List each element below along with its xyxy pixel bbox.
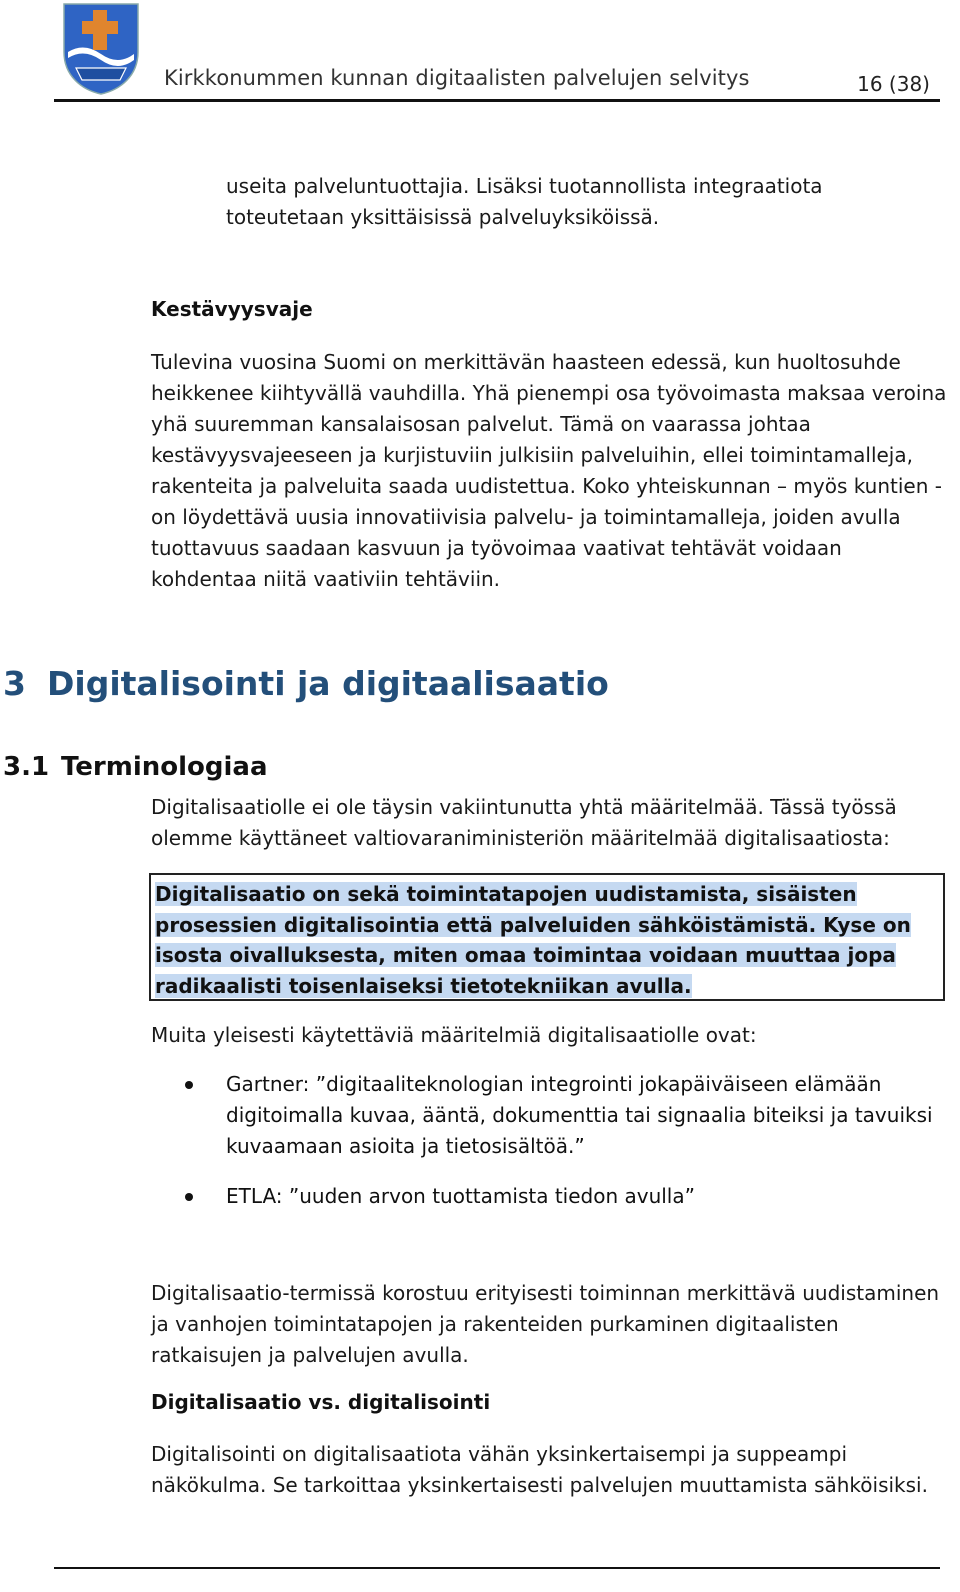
footer-rule — [54, 1567, 940, 1569]
other-definitions-lead: Muita yleisesti käytettäviä määritelmiä digitalisaatiolle ovat: — [151, 1023, 757, 1047]
coat-of-arms-icon — [62, 2, 140, 96]
section-number: 3.1 — [3, 752, 50, 782]
list-item — [151, 1069, 951, 1162]
chapter-title: Digitalisointi ja digitaalisaatio — [47, 664, 609, 703]
list-item-text: ETLA: ”uuden arvon tuottamista tiedon avulla” — [226, 1184, 695, 1208]
page-number: 16 (38) — [857, 72, 930, 96]
definition-box — [149, 873, 945, 1001]
header-title: Kirkkonummen kunnan digitaalisten palvelujen selvitys — [164, 66, 750, 90]
section-title: Terminologiaa — [61, 752, 268, 782]
definition-text: Digitalisaatio on sekä toimintatapojen uudistamista, sisäisten prosessien digitalisointia että palveluiden sähköistämistä. Kyse on isosta oivalluksesta, miten omaa toimintaa voidaan muuttaa jopa radikaalisti toisenlaiseksi tietotekniikan avulla. — [155, 882, 911, 998]
emphasis-paragraph: Digitalisaatio-termissä korostuu erityisesti toiminnan merkittävä uudistaminen ja vanhojen toimintatapojen ja rakenteiden purkaminen digitaalisten ratkaisujen ja palvelujen avulla. — [151, 1281, 940, 1367]
list-item — [151, 1181, 951, 1212]
chapter-number: 3 — [3, 664, 26, 703]
bullet-icon — [185, 1193, 193, 1201]
header-rule — [54, 99, 940, 102]
sustainability-paragraph: Tulevina vuosina Suomi on merkittävän haasteen edessä, kun huoltosuhde heikkenee kiihtyvällä vauhdilla. Yhä pienempi osa työvoimasta maksaa veroina yhä suuremman kansalaisosan palvelut. Tämä on vaarassa johtaa kestävyysvajeeseen ja kurjistuviin julkisiin palveluihin, ellei toimintamalleja, rakenteita ja palveluita saada uudistettua. Koko yhteiskunnan – myös kuntien - on löydettävä uusia innovatiivisia palvelu- ja toimintamalleja, joiden avulla tuottavuus saadaan kasvuun ja työvoimaa vaativat tehtävät voidaan kohdentaa niitä vaativiin tehtäviin. — [151, 350, 947, 591]
versus-heading: Digitalisaatio vs. digitalisointi — [151, 1390, 491, 1414]
intro-paragraph: Digitalisaatiolle ei ole täysin vakiintunutta yhtä määritelmää. Tässä työssä olemme käyttäneet valtiovaraniministeriön määritelmää digitalisaatiosta: — [151, 795, 897, 850]
chapter-heading — [3, 664, 609, 703]
section-heading — [3, 752, 268, 782]
definition-list — [151, 1069, 951, 1212]
bullet-icon — [185, 1081, 193, 1089]
sustainability-heading: Kestävyysvaje — [151, 297, 313, 321]
continuation-paragraph: useita palveluntuottajia. Lisäksi tuotannollista integraatiota toteutetaan yksittäisissä palveluyksiköissä. — [226, 174, 823, 229]
versus-paragraph: Digitalisointi on digitalisaatiota vähän yksinkertaisempi ja suppeampi näkökulma. Se tarkoittaa yksinkertaisesti palvelujen muuttamista sähköisiksi. — [151, 1442, 928, 1497]
list-item-text: Gartner: ”digitaaliteknologian integrointi jokapäiväiseen elämään digitoimalla kuvaa, ääntä, dokumenttia tai signaalia biteiksi ja tavuiksi kuvaamaan asioita ja tietosisältöä.” — [226, 1072, 933, 1158]
